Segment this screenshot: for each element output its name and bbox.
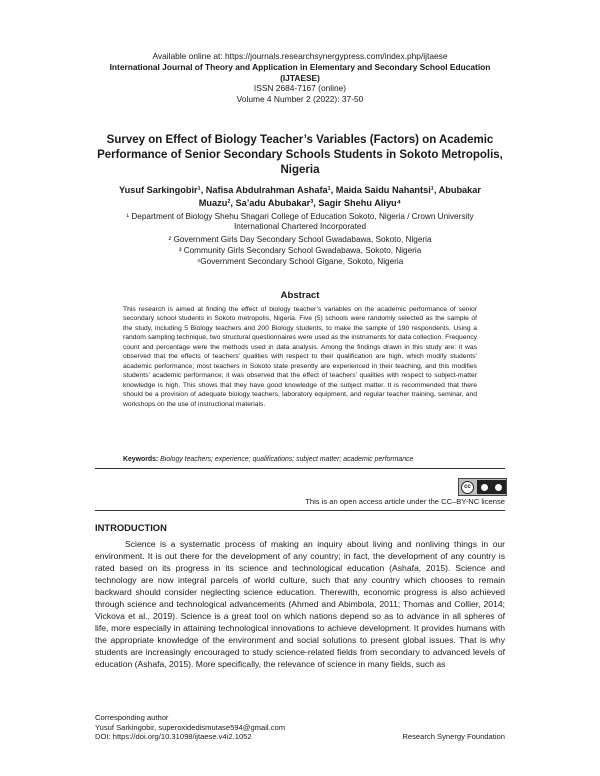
authors-line2: Muazu², Sa’adu Abubakar³, Sagir Shehu Aliyu⁴ xyxy=(198,197,402,208)
nc-icon xyxy=(495,484,502,491)
keywords-label: Keywords: xyxy=(123,456,159,463)
by-icon xyxy=(481,484,488,491)
cc-license-badge[interactable] xyxy=(458,478,507,496)
volume-info: Volume 4 Number 2 (2022): 37-50 xyxy=(236,93,364,104)
abstract-heading: Abstract xyxy=(280,290,320,301)
issn: ISSN 2684-7167 (online) xyxy=(253,83,347,93)
license-text: This is an open access article under the CC–BY-NC license xyxy=(305,497,505,506)
corresponding-author-label: Corresponding author xyxy=(95,713,169,722)
by-nc-icon xyxy=(477,480,506,494)
divider xyxy=(95,468,505,469)
affiliation: ³ Community Girls Secondary School Gwadabawa, Sokoto, Nigeria xyxy=(178,246,422,255)
keywords xyxy=(123,455,477,464)
publisher: Research Synergy Foundation xyxy=(402,732,505,741)
cc-icon: cc xyxy=(461,481,474,494)
section-heading-introduction: INTRODUCTION xyxy=(95,522,167,533)
doi-link[interactable]: DOI: https://doi.org/10.31098/ijtaese.v4i2.1052 xyxy=(95,732,252,741)
affiliation: ¹ Department of Biology Shehu Shagari College of Education Sokoto, Nigeria / Crown University xyxy=(126,211,474,221)
introduction-body xyxy=(95,538,505,671)
divider xyxy=(95,510,505,511)
journal-abbrev: (IJTAESE) xyxy=(280,72,320,83)
paper-title-line1: Survey on Effect of Biology Teacher’s Variables (Factors) on Academic xyxy=(106,134,494,146)
paper-title-line3: Nigeria xyxy=(280,164,320,176)
affiliation: International Chartered Incorporated xyxy=(234,222,366,231)
journal-name: International Journal of Theory and Application in Elementary and Secondary School Education xyxy=(109,62,491,72)
paper-title-line2: Performance of Senior Secondary Schools Students in Sokoto Metropolis, xyxy=(97,149,503,161)
paragraph: Science is a systematic process of making an inquiry about living and nonliving things in our environment. It is out there for the development of any country; in fact, the development of any country is rated based on its progress in its science and technological education (Ashafa, 2015). Science and technology are now integral parcels of world culture, such that any country which chooses to remain backward should consider neglecting science education. Therewith, economic progress is also achieved through science and technological advancements (Ahmed and Abimbola, 2011; Thomas and Collier, 2014; Vickova et al., 2019). Science is a great tool on which nations depend so as to advance in all spheres of life, more especially in attaining technological innovations to achieve development. It provides humans with the appropriate knowledge of the environment and social solutions to present global issues. That is why students are increasingly encouraged to study science-related fields from secondary to advanced levels of education (Ashafa, 2015). More specifically, the relevance of science in many fields, such as xyxy=(95,539,505,670)
available-online: Available online at: https://journals.researchsynergypress.com/index.php/ijtaese xyxy=(152,51,448,61)
affiliation: ⁴Government Secondary School Gigane, Sokoto, Nigeria xyxy=(196,256,404,266)
corresponding-author-email: Yusuf Sarkingobir, superoxidedismutase594@gmail.com xyxy=(95,722,286,732)
authors-line1: Yusuf Sarkingobir¹, Nafisa Abdulrahman Ashafa¹, Maida Saidu Nahantsi¹, Abubakar xyxy=(119,185,481,195)
abstract-text: This research is aimed at finding the effect of biology teacher’s variables on the academic performance of senior secondary school students in Sokoto metropolis, Nigeria. Five (5) schools were randomly selected as the sample of the study, including 5 Biology teachers and 200 Biology students, to make the sample of 190 respondents. Using a random sampling technique, two structural questionnaires were used as the instruments for data collection. Frequency count and percentage were the methods used in data analysis. Among the findings drawn in this study are: it was observed that the effects of teachers’ qualities with respect to their qualification are high, which modify students’ academic performance; most teachers in Sokoto state presently are experienced in their teaching, and this modifies students’ academic performance; it was observed that the effect of teachers’ qualities with respect to subject-matter knowledge is high. This shows that they have good knowledge of the subject matter. It is recommended that there should be a provision of adequate biology teachers, laboratory equipment, and regular teacher training, seminar, and workshops on the use of instructional materials. xyxy=(123,306,477,408)
keywords-value: Biology teachers; experience; qualifications; subject matter; academic performance xyxy=(160,456,414,463)
affiliation: ² Government Girls Day Secondary School Gwadabawa, Sokoto, Nigeria xyxy=(168,235,432,244)
